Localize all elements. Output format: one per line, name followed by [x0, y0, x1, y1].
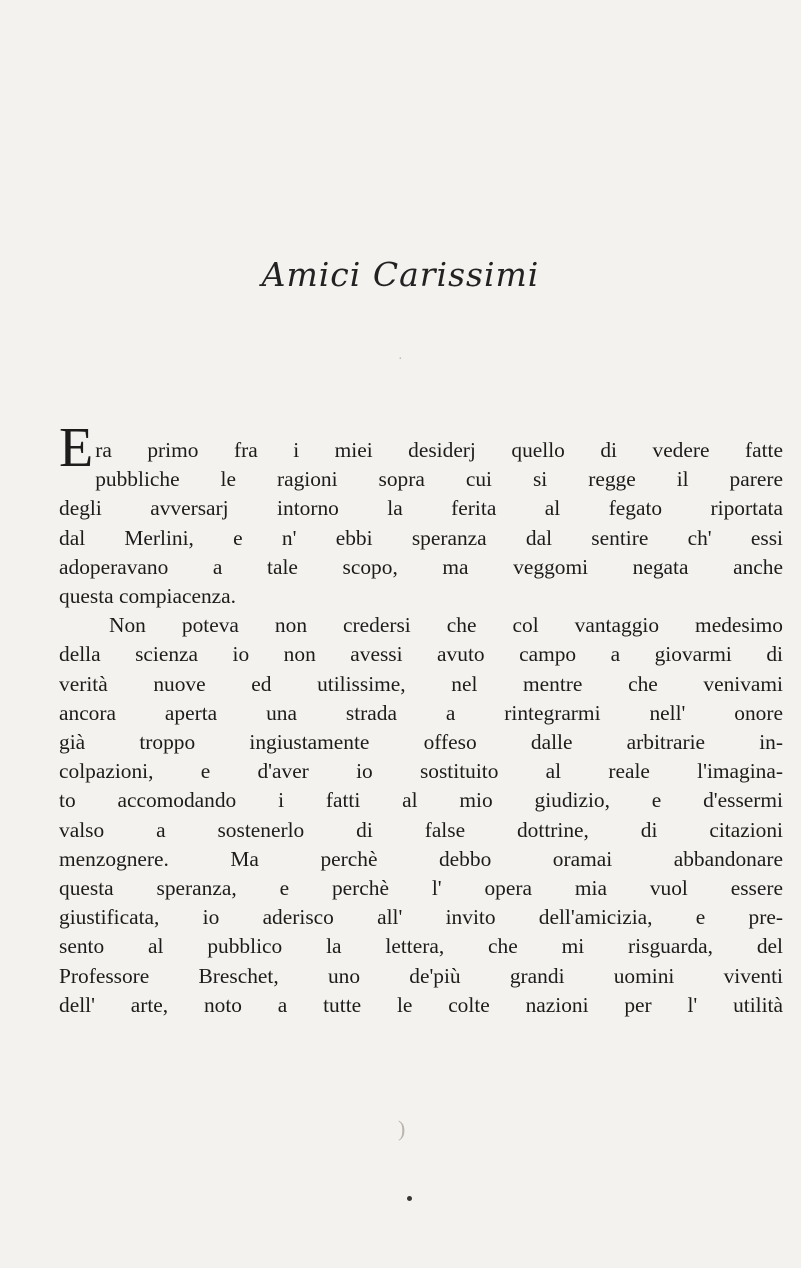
text-line: ancora aperta una strada a rintegrarmi nell' onore	[59, 700, 783, 725]
text-line: Non poteva non credersi che col vantaggio medesimo	[109, 613, 783, 638]
text-line: verità nuove ed utilissime, nel mentre che venivami	[59, 671, 783, 696]
text-line: adoperavano a tale scopo, ma veggomi negata anche	[59, 554, 783, 579]
drop-cap: E	[59, 417, 94, 479]
text-line: questa speranza, e perchè l' opera mia vuol essere	[59, 876, 783, 901]
text-line: Era primo fra i miei desiderj quello di vedere fatte	[59, 417, 783, 479]
text-line: menzognere. Ma perchè debbo oramai abbandonare	[59, 846, 783, 871]
text-line: dell' arte, noto a tutte le colte nazioni per l' utilità	[59, 992, 783, 1017]
text-line: pubbliche le ragioni sopra cui si regge il parere	[95, 467, 783, 492]
text-line: sento al pubblico la lettera, che mi risguarda, del	[59, 934, 783, 959]
text-line: della scienza io non avessi avuto campo a giovarmi di	[59, 642, 783, 667]
text-line: questa compiacenza.	[59, 584, 236, 609]
text-line: colpazioni, e d'aver io sostituito al reale l'imagina-	[59, 759, 783, 784]
text-line: giustificata, io aderisco all' invito dell'amicizia, e pre-	[59, 905, 783, 930]
text-line: Professore Breschet, uno de'più grandi uomini viventi	[59, 963, 783, 988]
body-text	[59, 417, 783, 1020]
salutation-heading: Amici Carissimi	[261, 255, 540, 294]
paper-speck: ·	[398, 352, 403, 367]
text-line: to accomodando i fatti al mio giudizio, e d'essermi	[59, 788, 783, 813]
text-line: già troppo ingiustamente offeso dalle arbitrarie in-	[59, 730, 783, 755]
paper-speck: )	[398, 1116, 406, 1141]
ink-dot	[407, 1196, 412, 1201]
text-line: dal Merlini, e n' ebbi speranza dal sentire ch' essi	[59, 525, 783, 550]
text-line: degli avversarj intorno la ferita al fegato riportata	[59, 496, 783, 521]
text-line: valso a sostenerlo di false dottrine, di citazioni	[59, 817, 783, 842]
